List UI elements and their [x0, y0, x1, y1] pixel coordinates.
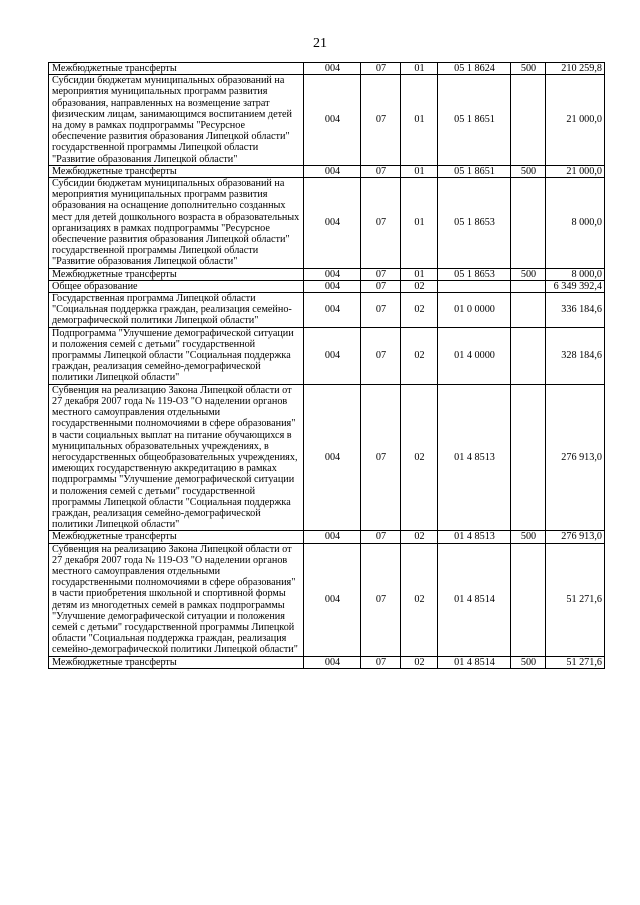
admin-code-cell: 004 — [304, 75, 361, 166]
target-article-cell: 05 1 8651 — [438, 75, 511, 166]
target-article-cell: 05 1 8653 — [438, 178, 511, 269]
section-code-cell: 07 — [361, 63, 401, 75]
table-row — [49, 293, 605, 328]
subsection-code-cell: 02 — [401, 280, 438, 292]
admin-code-cell: 004 — [304, 165, 361, 177]
target-article-cell: 01 4 8514 — [438, 656, 511, 668]
subsection-code-cell: 01 — [401, 63, 438, 75]
subsection-code-cell: 01 — [401, 268, 438, 280]
row-name-cell: Субсидии бюджетам муниципальных образований на мероприятия муниципальных программ развития образования на оснащение дополнительно созданных мест для детей дошкольного возраста в образовательных организациях в рамках подпрограммы "Ресурсное обеспечение развития образования Липецкой области" государственной программы Липецкой области "Развитие образования Липецкой области" — [49, 178, 304, 269]
subsection-code-cell: 02 — [401, 327, 438, 384]
table-row — [49, 531, 605, 543]
expense-type-cell — [511, 543, 546, 656]
subsection-code-cell: 02 — [401, 543, 438, 656]
admin-code-cell: 004 — [304, 178, 361, 269]
sum-cell: 210 259,8 — [546, 63, 605, 75]
row-name-cell: Межбюджетные трансферты — [49, 165, 304, 177]
sum-cell: 8 000,0 — [546, 268, 605, 280]
expense-type-cell: 500 — [511, 531, 546, 543]
target-article-cell: 01 4 0000 — [438, 327, 511, 384]
expense-type-cell — [511, 75, 546, 166]
section-code-cell: 07 — [361, 178, 401, 269]
table-row — [49, 63, 605, 75]
table-row — [49, 656, 605, 668]
table-row — [49, 280, 605, 292]
subsection-code-cell: 02 — [401, 656, 438, 668]
sum-cell: 336 184,6 — [546, 293, 605, 328]
section-code-cell: 07 — [361, 268, 401, 280]
sum-cell: 21 000,0 — [546, 165, 605, 177]
expense-type-cell: 500 — [511, 63, 546, 75]
table-row — [49, 75, 605, 166]
expense-type-cell: 500 — [511, 656, 546, 668]
row-name-cell: Межбюджетные трансферты — [49, 531, 304, 543]
target-article-cell: 05 1 8651 — [438, 165, 511, 177]
row-name-cell: Общее образование — [49, 280, 304, 292]
sum-cell: 21 000,0 — [546, 75, 605, 166]
target-article-cell — [438, 280, 511, 292]
admin-code-cell: 004 — [304, 531, 361, 543]
row-name-cell: Подпрограмма "Улучшение демографической ситуации и положения семей с детьми" государственной программы Липецкой области "Социальная поддержка граждан, реализация семейно-демографической политики Липецкой области" — [49, 327, 304, 384]
target-article-cell: 05 1 8624 — [438, 63, 511, 75]
page-number: 21 — [313, 36, 327, 51]
sum-cell: 276 913,0 — [546, 384, 605, 531]
admin-code-cell: 004 — [304, 543, 361, 656]
expense-type-cell — [511, 280, 546, 292]
expense-type-cell — [511, 178, 546, 269]
section-code-cell: 07 — [361, 293, 401, 328]
sum-cell: 8 000,0 — [546, 178, 605, 269]
admin-code-cell: 004 — [304, 327, 361, 384]
row-name-cell: Субсидии бюджетам муниципальных образований на мероприятия муниципальных программ развития образования, направленных на возмещение затрат физическим лицам, занимающимся воспитанием детей на дому в рамках подпрограммы "Ресурсное обеспечение развития образования Липецкой области" государственной программы Липецкой области "Развитие образования Липецкой области" — [49, 75, 304, 166]
section-code-cell: 07 — [361, 384, 401, 531]
expense-type-cell — [511, 293, 546, 328]
section-code-cell: 07 — [361, 165, 401, 177]
section-code-cell: 07 — [361, 327, 401, 384]
target-article-cell: 01 4 8513 — [438, 384, 511, 531]
admin-code-cell: 004 — [304, 268, 361, 280]
subsection-code-cell: 01 — [401, 75, 438, 166]
row-name-cell: Субвенция на реализацию Закона Липецкой области от 27 декабря 2007 года № 119-ОЗ "О наделении органов местного самоуправления отдельными государственными полномочиями в сфере образования" в части приобретения школьной и спортивной формы детям из многодетных семей в рамках подпрограммы "Улучшение демографической ситуации и положения семей с детьми" государственной программы Липецкой области "Социальная поддержка граждан, реализация семейно-демографической политики Липецкой области" — [49, 543, 304, 656]
sum-cell: 51 271,6 — [546, 543, 605, 656]
section-code-cell: 07 — [361, 543, 401, 656]
section-code-cell: 07 — [361, 280, 401, 292]
expense-type-cell: 500 — [511, 268, 546, 280]
sum-cell: 328 184,6 — [546, 327, 605, 384]
target-article-cell: 01 4 8513 — [438, 531, 511, 543]
row-name-cell: Субвенция на реализацию Закона Липецкой области от 27 декабря 2007 года № 119-ОЗ "О наделении органов местного самоуправления отдельными государственными полномочиями в сфере образования" в части социальных выплат на питание обучающихся в муниципальных образовательных учреждениях, в негосударственных общеобразовательных учреждениях, имеющих государственную аккредитацию в рамках подпрограммы "Улучшение демографической ситуации и положения семей с детьми" государственной программы Липецкой области "Социальная поддержка граждан, реализация семейно-демографической политики Липецкой области" — [49, 384, 304, 531]
admin-code-cell: 004 — [304, 280, 361, 292]
row-name-cell: Межбюджетные трансферты — [49, 268, 304, 280]
target-article-cell: 05 1 8653 — [438, 268, 511, 280]
admin-code-cell: 004 — [304, 63, 361, 75]
admin-code-cell: 004 — [304, 384, 361, 531]
admin-code-cell: 004 — [304, 293, 361, 328]
row-name-cell: Межбюджетные трансферты — [49, 656, 304, 668]
table-row — [49, 165, 605, 177]
section-code-cell: 07 — [361, 75, 401, 166]
expense-type-cell: 500 — [511, 165, 546, 177]
budget-table — [48, 62, 605, 669]
table-row — [49, 384, 605, 531]
budget-table-body — [49, 63, 605, 669]
subsection-code-cell: 02 — [401, 384, 438, 531]
sum-cell: 51 271,6 — [546, 656, 605, 668]
table-row — [49, 327, 605, 384]
subsection-code-cell: 02 — [401, 531, 438, 543]
table-row — [49, 543, 605, 656]
target-article-cell: 01 0 0000 — [438, 293, 511, 328]
subsection-code-cell: 02 — [401, 293, 438, 328]
subsection-code-cell: 01 — [401, 178, 438, 269]
table-row — [49, 178, 605, 269]
expense-type-cell — [511, 327, 546, 384]
subsection-code-cell: 01 — [401, 165, 438, 177]
section-code-cell: 07 — [361, 656, 401, 668]
sum-cell: 276 913,0 — [546, 531, 605, 543]
section-code-cell: 07 — [361, 531, 401, 543]
expense-type-cell — [511, 384, 546, 531]
row-name-cell: Государственная программа Липецкой области "Социальная поддержка граждан, реализация семейно-демографической политики Липецкой области" — [49, 293, 304, 328]
row-name-cell: Межбюджетные трансферты — [49, 63, 304, 75]
admin-code-cell: 004 — [304, 656, 361, 668]
table-row — [49, 268, 605, 280]
target-article-cell: 01 4 8514 — [438, 543, 511, 656]
sum-cell: 6 349 392,4 — [546, 280, 605, 292]
